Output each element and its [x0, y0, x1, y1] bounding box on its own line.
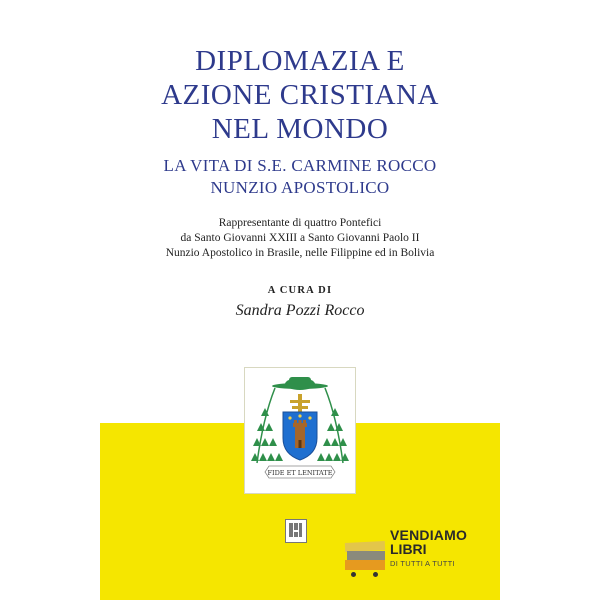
title-line-3: NEL MONDO [211, 113, 389, 145]
coat-of-arms [244, 367, 356, 494]
vendiamo-libri-badge [345, 528, 490, 588]
editor-name: Sandra Pozzi Rocco [235, 302, 365, 319]
subtitle-line-2: NUNZIO APOSTOLICO [210, 178, 390, 197]
motto-text: FIDE ET LENITATE [267, 469, 333, 477]
badge-line-2: LIBRI [390, 541, 427, 557]
description-line-1: Rappresentante di quattro Pontefici [218, 217, 382, 229]
badge-line-3: DI TUTTI A TUTTI [390, 559, 455, 568]
publisher-logo-icon [285, 519, 307, 543]
book-title [100, 44, 500, 146]
title-line-1: DIPLOMAZIA E [195, 45, 405, 77]
coat-of-arms-icon [245, 368, 355, 493]
subtitle-line-1: LA VITA DI S.E. CARMINE ROCCO [163, 156, 437, 175]
description-line-2: da Santo Giovanni XXIII a Santo Giovanni Paolo II [180, 232, 420, 244]
editor-label: A CURA DI [267, 285, 333, 296]
title-line-2: AZIONE CRISTIANA [161, 79, 439, 111]
book-subtitle [100, 155, 500, 199]
badge-line-1: VENDIAMO [390, 527, 468, 543]
description-line-3: Nunzio Apostolico in Brasile, nelle Filippine ed in Bolivia [165, 247, 435, 259]
description [100, 216, 500, 261]
